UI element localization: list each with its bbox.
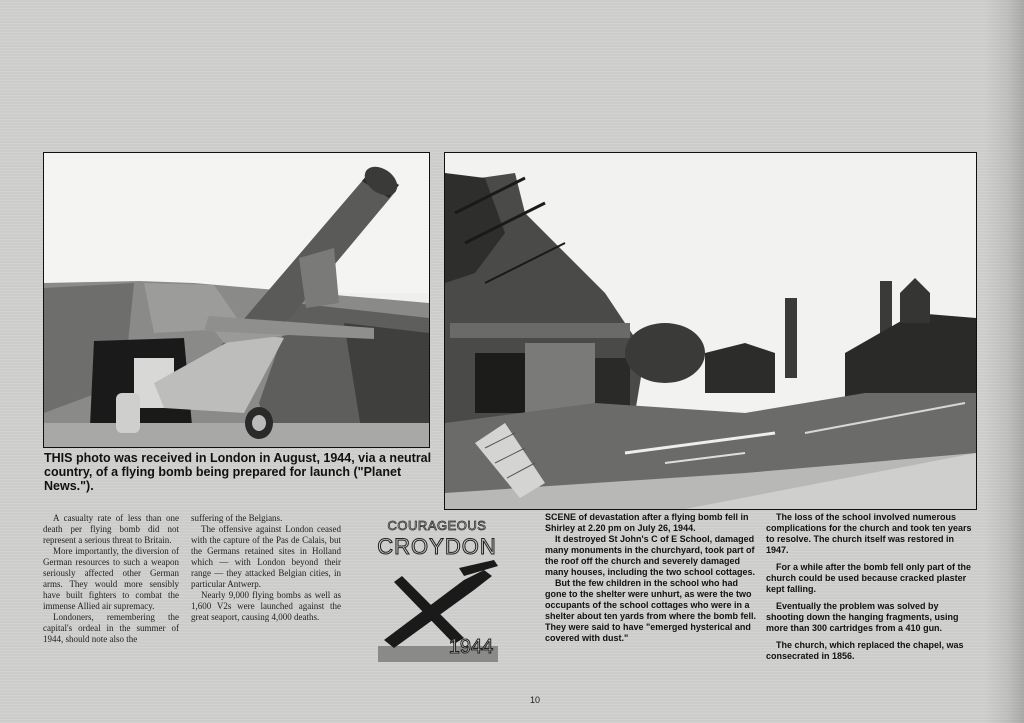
photo-caption: THIS photo was received in London in August, 1944, via a neutral country, of a flying bomb being prepared for launch ("Planet News."). [44,451,432,493]
article-column-2 [191,513,341,623]
flying-bomb-photo [43,152,430,448]
paragraph: For a while after the bomb fell only part of the church could be used because cracked plaster kept falling. [766,562,972,594]
paragraph: SCENE of devastation after a flying bomb fell in Shirley at 2.20 pm on July 26, 1944. [545,512,749,533]
paragraph: Nearly 9,000 flying bombs as well as 1,600 V2s were launched against the great seaport, causing 4,000 deaths. [191,590,341,622]
paragraph: Londoners, remembering the capital's ordeal in the summer of 1944, should note also the [43,612,179,644]
caption-column-4 [766,512,976,668]
courageous-croydon-logo [374,516,500,664]
paragraph: suffering of the Belgians. [191,513,283,523]
logo-year: 1944 [448,636,494,658]
logo-top-text: COURAGEOUS [387,518,487,533]
paragraph: The offensive against London ceased with the capture of the Pas de Calais, but the Germans retained sites in Holland which — with London beyond their range — they attacked Belgian cities, in particular Antwerp. [191,524,341,589]
paragraph: The loss of the school involved numerous complications for the church and took ten years to resolve. The church itself was restored in 1947. [766,512,972,555]
paragraph: A casualty rate of less than one death per flying bomb did not represent a serious threat to Britain. [43,513,179,545]
book-spine-shadow [984,0,1024,723]
logo-main-text: CROYDON [377,534,497,559]
caption-column-3 [545,512,758,644]
paragraph: Eventually the problem was solved by shooting down the hanging fragments, using more than 300 cartridges from a 410 gun. [766,601,959,633]
paragraph: More importantly, the diversion of German resources to such a weapon seriously affected other German arms. They would more sensibly have built fighters to combat the immense Allied air supremacy. [43,546,179,611]
paragraph: But the few children in the school who had gone to the shelter were unhurt, as were the two occupants of the school cottages who were in a shelter about ten yards from where the bomb fell. They were said to have "emerged hysterical and covered with dust." [545,578,757,643]
bomb-damage-photo [444,152,977,510]
article-column-1 [43,513,179,645]
paragraph: It destroyed St John's C of E School, damaged many monuments in the churchyard, took part of the roof off the church and severely damaged many houses, including the two school cottages. [545,534,756,577]
paragraph: The church, which replaced the chapel, was consecrated in 1856. [766,640,964,661]
page-number: 10 [529,695,540,705]
